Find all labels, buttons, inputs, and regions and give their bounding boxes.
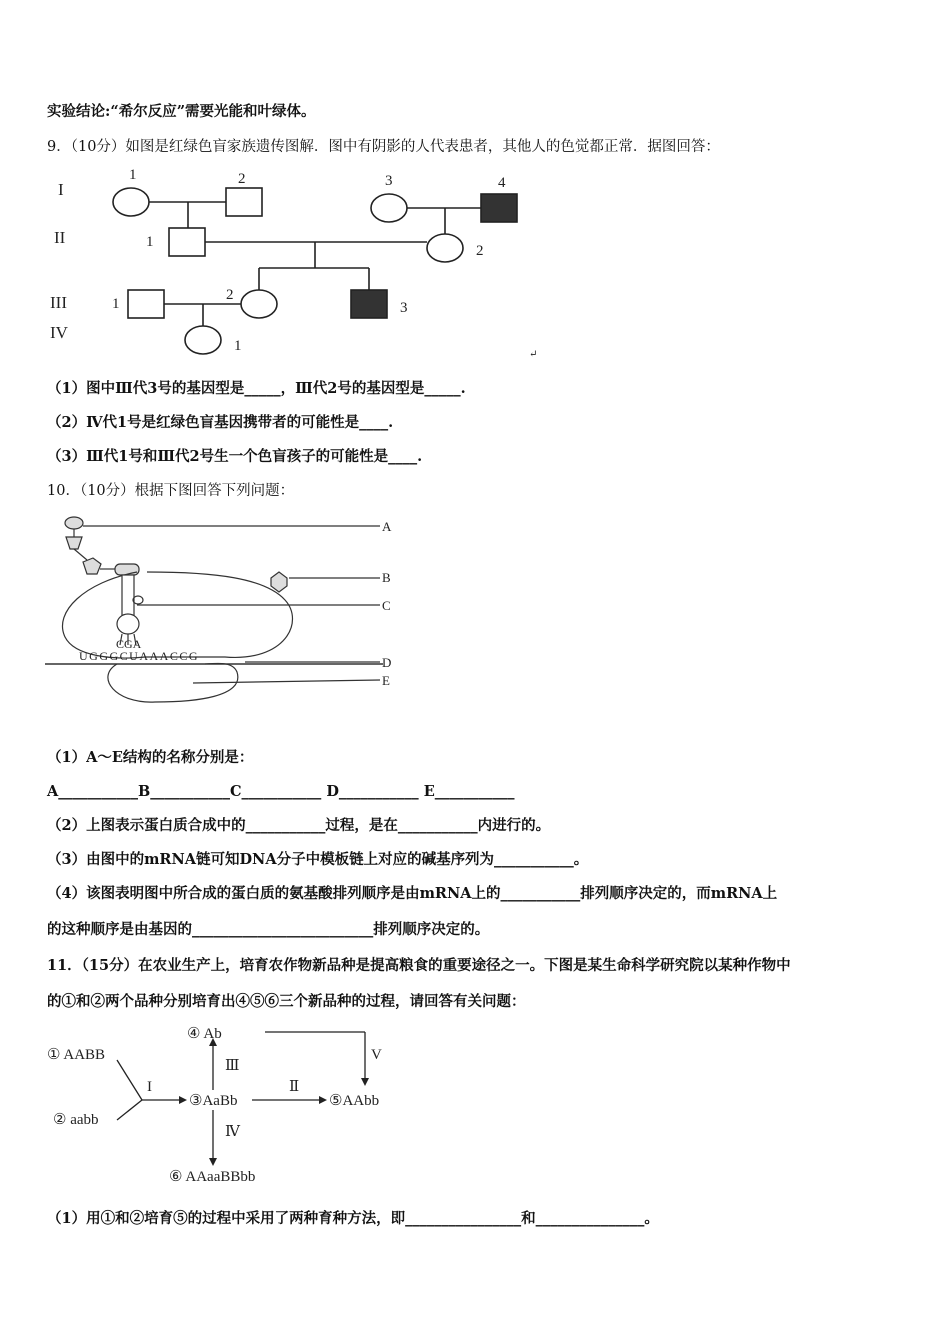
pedigree-num: 1 bbox=[146, 234, 154, 250]
return-mark: ↵ bbox=[529, 349, 538, 360]
arrow-head bbox=[319, 1096, 327, 1104]
q11-part1: （1）用①和②培育⑤的过程中采用了两种育种方法，即________________和_______________。 bbox=[47, 1210, 659, 1227]
pedigree-III1-male bbox=[128, 290, 164, 318]
label-D: D bbox=[382, 655, 392, 670]
q11-stem-a: 11．（15分）在农业生产上，培育农作物新品种是提高粮食的重要途径之一。下图是某生命科学研究院以某种作物中 bbox=[47, 957, 791, 974]
q9-part1: （1）图中Ⅲ代3号的基因型是_____，Ⅲ代2号的基因型是_____. bbox=[47, 380, 466, 397]
label-A: A bbox=[382, 519, 392, 534]
mrna-sequence: UGGGCUAAACCG bbox=[79, 649, 200, 663]
q11-stem-b: 的①和②两个品种分别培育出④⑤⑥三个新品种的过程，请回答有关问题： bbox=[47, 993, 526, 1010]
anticodon-label: CGA bbox=[116, 637, 142, 651]
q10-part2: （2）上图表示蛋白质合成中的___________过程，是在___________内进行的。 bbox=[47, 817, 551, 834]
step-III: Ⅲ bbox=[225, 1058, 240, 1074]
pedigree-num: 2 bbox=[476, 243, 484, 259]
q10-part3: （3）由图中的mRNA链可知DNA分子中模板链上对应的碱基序列为___________。 bbox=[47, 851, 589, 868]
label-C: C bbox=[382, 598, 391, 613]
gen-label-II: II bbox=[54, 228, 66, 247]
pedigree-num: 3 bbox=[385, 173, 393, 189]
step-II: Ⅱ bbox=[289, 1079, 300, 1095]
gen-label-IV: IV bbox=[50, 323, 68, 342]
pedigree-II1-male bbox=[169, 228, 205, 256]
q10-part4a: （4）该图表明图中所合成的蛋白质的氨基酸排列顺序是由mRNA上的___________排列顺序决定的，而mRNA上 bbox=[47, 885, 778, 902]
pedigree-num: 3 bbox=[400, 300, 408, 316]
label-B: B bbox=[382, 570, 391, 585]
arrow-head bbox=[361, 1078, 369, 1086]
arrow-head bbox=[209, 1158, 217, 1166]
trna-body bbox=[117, 614, 139, 634]
pedigree-I2-male bbox=[226, 188, 262, 216]
pedigree-III2-female bbox=[241, 290, 277, 318]
pedigree-IV1-female bbox=[185, 326, 221, 354]
q9-stem: 9．（10分）如图是红绿色盲家族遗传图解．图中有阴影的人代表患者，其他人的色觉都正常．据图回答： bbox=[47, 139, 720, 155]
pedigree-num: 2 bbox=[238, 171, 246, 187]
q10-stem: 10．（10分）根据下图回答下列问题： bbox=[47, 483, 295, 499]
pedigree-I4-male-affected bbox=[481, 194, 517, 222]
variety-3: ③AaBb bbox=[189, 1093, 238, 1109]
free-amino-acid bbox=[271, 572, 287, 592]
ribosome-large-subunit bbox=[62, 572, 292, 658]
variety-6: ⑥ AAaaBBbb bbox=[169, 1169, 256, 1185]
pedigree-II2-female bbox=[427, 234, 463, 262]
gen-label-III: III bbox=[50, 293, 67, 312]
breeding-diagram bbox=[45, 1018, 405, 1188]
amino-acid-1 bbox=[65, 517, 83, 529]
gen-label-I: I bbox=[58, 180, 64, 199]
pedigree-num: 4 bbox=[498, 175, 506, 191]
pedigree-num: 2 bbox=[226, 287, 234, 303]
conclusion-line: 实验结论:“希尔反应”需要光能和叶绿体。 bbox=[47, 103, 316, 120]
pedigree-num: 1 bbox=[234, 338, 242, 354]
amino-acid-4 bbox=[115, 564, 139, 575]
pedigree-I1-female bbox=[113, 188, 149, 216]
translation-diagram bbox=[45, 512, 405, 712]
label-E: E bbox=[382, 673, 390, 688]
variety-4: ④ Ab bbox=[187, 1026, 222, 1042]
pedigree-III3-male-affected bbox=[351, 290, 387, 318]
pedigree-num: 1 bbox=[112, 296, 120, 312]
arrow-head bbox=[179, 1096, 187, 1104]
amino-acid-2 bbox=[66, 537, 82, 549]
q10-blanks: A___________B___________C___________ D___________ E___________ bbox=[47, 783, 515, 800]
q9-part2: （2）Ⅳ代1号是红绿色盲基因携带者的可能性是____. bbox=[47, 414, 394, 431]
pedigree-chart bbox=[40, 168, 560, 368]
step-I: I bbox=[147, 1079, 152, 1095]
variety-2: ② aabb bbox=[53, 1112, 99, 1128]
q10-part1: （1）A～E结构的名称分别是： bbox=[47, 749, 254, 766]
step-V: V bbox=[371, 1047, 382, 1063]
step-IV: Ⅳ bbox=[225, 1124, 240, 1140]
variety-5: ⑤AAbb bbox=[329, 1093, 380, 1109]
pedigree-num: 1 bbox=[129, 168, 137, 183]
variety-1: ① AABB bbox=[47, 1047, 106, 1063]
amino-acid-3 bbox=[83, 558, 101, 574]
pedigree-I3-female bbox=[371, 194, 407, 222]
q10-part4b: 的这种顺序是由基因的_________________________排列顺序决定的。 bbox=[47, 921, 490, 938]
q9-part3: （3）Ⅲ代1号和Ⅲ代2号生一个色盲孩子的可能性是____. bbox=[47, 448, 423, 465]
